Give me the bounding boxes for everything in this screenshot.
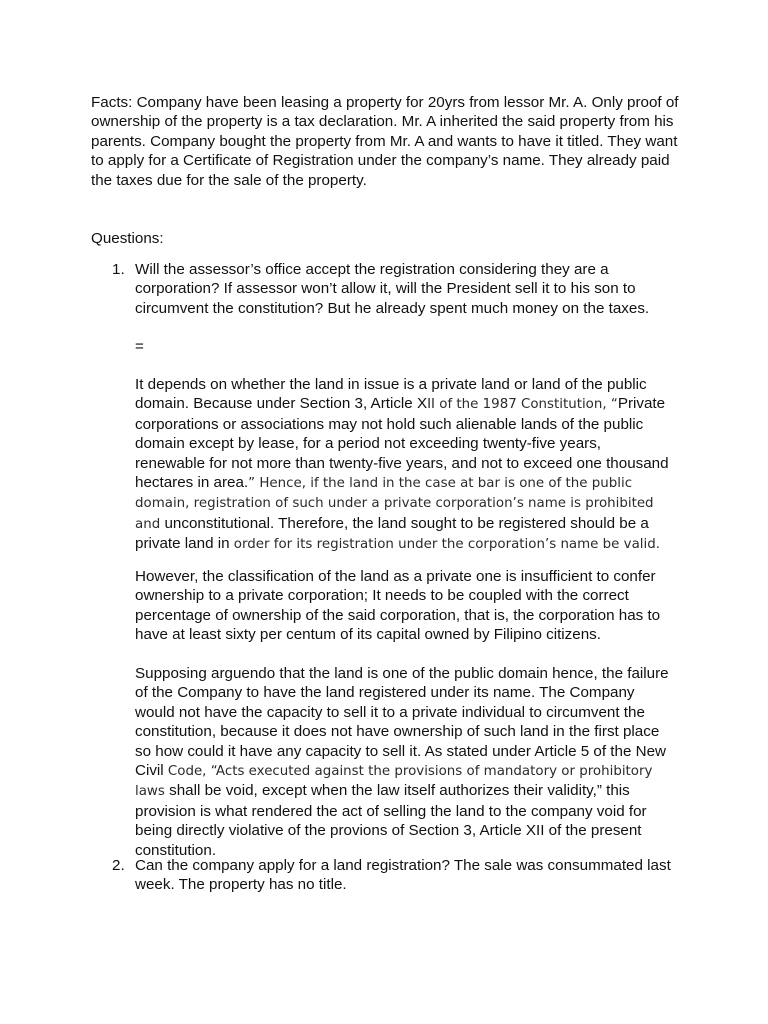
answer-1-part-b: II of the 1987 Constitution, “ (427, 397, 618, 413)
answer-paragraph-3 (135, 664, 675, 860)
answer-3-part-c: shall be void, except when the law itself authorizes their validity,” this provision is what rendered the act of selling the land to the company void for being directly violative of the provions of Section 3, Article XII of the present constitution. (135, 782, 647, 859)
answer-3-part-a: Supposing arguendo that the land is one of the public domain hence, the failure of the Company to have the land registered under its name. The Company would not have the capacity to sell it to a private individual to circumvent the constitution, because it does not have ownership of such land in the first place so how could it have any capacity to sell it. As stated under Article 5 of the New Civil (135, 665, 669, 780)
answer-3-part-b: Code, “Acts executed against the provisions of mandatory or prohibitory laws (135, 764, 653, 800)
equals-sign: = (135, 338, 144, 355)
facts-paragraph: Facts: Company have been leasing a property for 20yrs from lessor Mr. A. Only proof of ownership of the property is a tax declaration. Mr. A inherited the said property from his parents. Company bought the property from Mr. A and wants to have it titled. They want to apply for a Certificate of Registration under the company’s name. They already paid the taxes due for the sale of the property. (91, 94, 679, 189)
question-1-text: Will the assessor’s office accept the registration considering they are a corporation? If assessor won’t allow it, will the President sell it to his son to circumvent the constitution? But he already spent much money on the taxes. (135, 261, 650, 317)
question-2-text: Can the company apply for a land registration? The sale was consummated last week. The property has no title. (135, 857, 671, 894)
answer-1-part-e: unconstitutional. Therefore, the land sought to be registered should be a private land in (135, 514, 649, 553)
answer-paragraph-2: However, the classification of the land as a private one is insufficient to confer ownership to a private corporation; It needs to be coupled with the correct percentage of ownership of the said corporation, that is, the corporation has to have at least sixty per centum of its capital owned by Filipino citizens. (135, 568, 661, 644)
question-1-number: 1. (112, 261, 125, 278)
question-2-number: 2. (112, 857, 125, 874)
answer-1-part-a: It depends on whether the land in issue is a private land or land of the public domain. Because under Section 3, Article X (135, 376, 647, 413)
answer-1-quote: Private corporations or associations may not hold such alienable lands of the public domain except by lease, for a period not exceeding twenty-five years, renewable for not more than twenty-five years, and not to exceed one thousand hectares in area. (135, 395, 669, 492)
answer-1-part-d: ” Hence, if the land in the case at bar is one of the public domain, registration of such under a private corporation’s name is prohibited and (135, 476, 654, 532)
questions-heading: Questions: (91, 230, 164, 247)
answer-paragraph-1 (135, 375, 675, 555)
answer-1-part-f: order for its registration under the corporation’s name be valid. (233, 537, 660, 553)
